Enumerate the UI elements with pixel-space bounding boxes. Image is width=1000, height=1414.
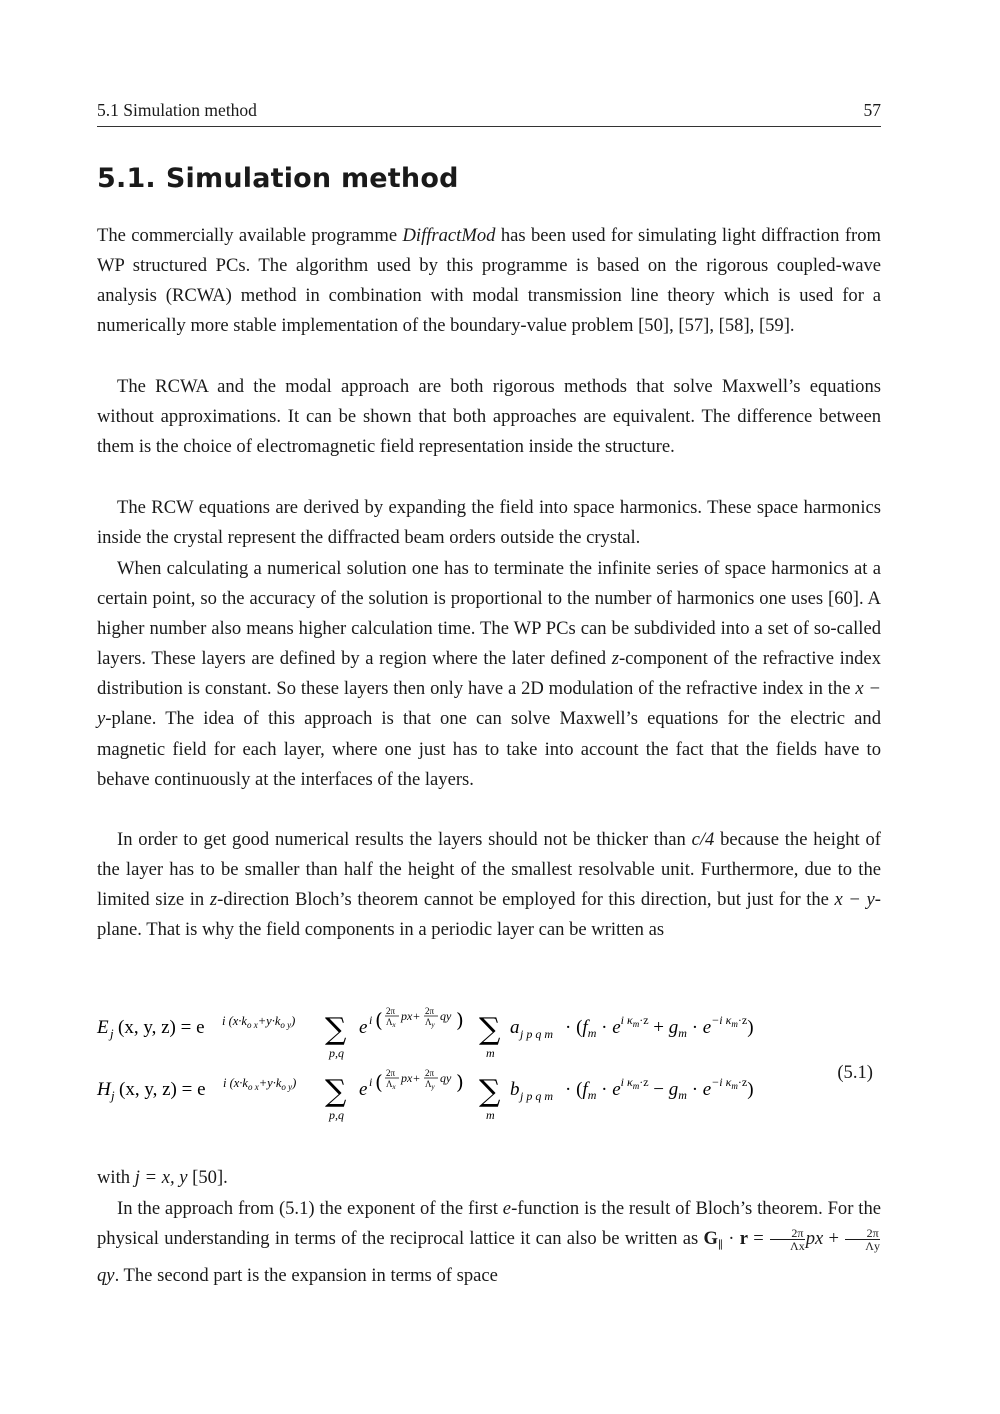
text: with (97, 1167, 135, 1188)
eq-sum-m: ∑ (479, 1012, 501, 1047)
text: -component of the refractive index distribution is constant. So these layers then only have a 2D modulation of the refractive index in the (97, 648, 881, 700)
eq-a-sub: j p q m (520, 1027, 553, 1041)
denominator: Λx (790, 1239, 805, 1254)
eq-px: px+ (401, 1009, 421, 1023)
eq-fm-term: · $(f_m \cdot e^{i \kappa}m\cdot z + g_m \cdot e^{-i \kappa}m\cdot z)$ (565, 1013, 754, 1040)
text: [50]. (187, 1167, 228, 1188)
eq-sum-pq: ∑ (325, 1012, 347, 1047)
inline-fraction (845, 1227, 880, 1252)
header-section-label: 5.1 Simulation method (97, 100, 257, 120)
math-G: G (703, 1228, 718, 1250)
eq-bloch-exp: i $(x\cdot k_{o x}+y\cdot k_{o y})$ (223, 1076, 297, 1092)
equation-number: (5.1) (837, 1062, 873, 1083)
equation-5-1 (97, 1000, 881, 1130)
math: e (502, 1198, 512, 1219)
paragraph-6 (97, 1163, 881, 1193)
eq-sum-pq-sub: p,q (329, 1046, 344, 1060)
math: x − y (834, 889, 875, 911)
running-header (97, 100, 881, 127)
paragraph-3 (97, 493, 881, 553)
math-parallel: ∥ (717, 1239, 724, 1252)
eq-b-sub: j p q m (520, 1089, 553, 1103)
eq-inner-exp: i (369, 1013, 373, 1027)
math: j = x, y (134, 1167, 188, 1188)
text: -direction Bloch’s theorem cannot be employed for this direction, but just for the (217, 889, 835, 911)
eq-2pi-2: 2π (425, 1006, 435, 1016)
math: px (805, 1228, 824, 1250)
eq-args: (x, y, z) = e (119, 1079, 206, 1100)
eq-sum-m: ∑ (479, 1074, 501, 1109)
math: · (723, 1228, 740, 1250)
paragraph-7 (97, 1194, 881, 1291)
math: x − y (97, 678, 881, 730)
text: -plane. The idea of this approach is that one can solve Maxwell’s equations for the electric and magnetic field for each layer, where one just has to take into account the fact that the fields have to behave continuously at the interfaces of the layers. (97, 708, 881, 790)
text: . The second part is the expansion in terms of space (114, 1264, 498, 1286)
math: z (611, 648, 619, 670)
eq-paren-close: ) (456, 1070, 464, 1094)
text: When calculating a numerical solution one has to terminate the infinite series of space harmonics at a certain point, so the accuracy of the solution is proportional to the number of harmonics one uses [60]. A higher number also means higher calculation time. The WP PCs can be subdivided into a set of so-called layers. These layers are defined by a region where the later defined (97, 558, 881, 670)
eq-2pi-2: 2π (425, 1068, 435, 1078)
text: In order to get good numerical results the layers should not be thicker than (117, 829, 692, 850)
math: z (209, 889, 218, 911)
eq-paren-open: ( (375, 1070, 383, 1094)
text: The commercially available programme (97, 225, 403, 246)
paragraph-4 (97, 554, 881, 795)
eq-paren-open: ( (375, 1008, 383, 1032)
eq-b: b (510, 1079, 520, 1100)
eq-sum-m-sub: m (486, 1108, 495, 1122)
eq-inner-exp: i (369, 1075, 373, 1089)
eq-2pi-1: 2π (386, 1068, 396, 1078)
inline-fraction (770, 1227, 805, 1252)
eq-a: a (510, 1017, 520, 1038)
eq-fm-term: · $(f_m \cdot e^{i \kappa}m\cdot z - g_m \cdot e^{-i \kappa}m\cdot z)$ (565, 1075, 754, 1102)
eq-qy: qy (440, 1071, 452, 1085)
numerator: 2π (845, 1227, 880, 1240)
math-r: r (739, 1228, 748, 1250)
eq-E: E (97, 1017, 109, 1038)
section-title: Simulation method (165, 163, 459, 194)
equation-E-line (97, 1000, 817, 1060)
eq-args: (x, y, z) = e (118, 1017, 205, 1038)
paragraph-1 (97, 221, 881, 341)
denominator: Λy (865, 1239, 880, 1254)
math: = (748, 1228, 770, 1250)
equation-H-line (97, 1062, 817, 1122)
text: The RCW equations are derived by expanding the field into space harmonics. These space harmonics inside the crystal represent the diffracted beam orders outside the crystal. (97, 497, 881, 549)
eq-sum-pq: ∑ (325, 1074, 347, 1109)
paragraph-2 (97, 372, 881, 462)
eq-sub-j: j (111, 1088, 115, 1103)
math: c/4 (691, 829, 715, 850)
eq-e: e (359, 1079, 368, 1100)
eq-sub-j: j (110, 1026, 114, 1041)
eq-px: px+ (401, 1071, 421, 1085)
equation-H-svg (97, 1062, 817, 1122)
section-number: 5.1. (97, 163, 156, 194)
numerator: 2π (770, 1227, 805, 1240)
text: -function is the result of Bloch’s theorem. For the physical understanding in terms of the reciprocal lattice it can also be written as (97, 1198, 881, 1250)
eq-e: e (359, 1017, 368, 1038)
math: + (823, 1228, 845, 1250)
text: -plane. That is why the field components in a periodic layer can be written as (97, 889, 881, 941)
eq-Ly: $\Lambda_y$ (425, 1079, 435, 1091)
eq-qy: qy (440, 1009, 452, 1023)
eq-Lx: $\Lambda_x$ (386, 1079, 396, 1091)
eq-H: H (97, 1079, 111, 1100)
equation-E-svg (97, 1000, 817, 1060)
text: In the approach from (5.1) the exponent of the first (117, 1198, 503, 1219)
text: The RCWA and the modal approach are both rigorous methods that solve Maxwell’s equations without approximations. It can be shown that both approaches are equivalent. The difference between them is the choice of electromagnetic field representation inside the structure. (97, 376, 881, 458)
section-heading (97, 163, 459, 194)
text: because the height of the layer has to be smaller than half the height of the smallest resolvable unit. Furthermore, due to the limited size in (97, 829, 881, 911)
programme-name: DiffractMod (402, 225, 496, 246)
math: qy (97, 1264, 115, 1286)
eq-2pi-1: 2π (386, 1006, 396, 1016)
eq-sum-pq-sub: p,q (329, 1108, 344, 1122)
eq-paren-close: ) (456, 1008, 464, 1032)
eq-Ly: $\Lambda_y$ (425, 1017, 435, 1029)
eq-sum-m-sub: m (486, 1046, 495, 1060)
paragraph-5 (97, 825, 881, 945)
eq-Lx: $\Lambda_x$ (386, 1017, 396, 1029)
eq-bloch-exp: i $(x\cdot k_{o x}+y\cdot k_{o y})$ (222, 1014, 296, 1030)
page-number: 57 (863, 100, 881, 120)
text: has been used for simulating light diffraction from WP structured PCs. The algorithm used by this programme is based on the rigorous coupled-wave analysis (RCWA) method in combination with modal transmission line theory which is used for a numerically more stable implementation of the boundary-value problem [50], [57], [58], [59]. (97, 225, 882, 337)
